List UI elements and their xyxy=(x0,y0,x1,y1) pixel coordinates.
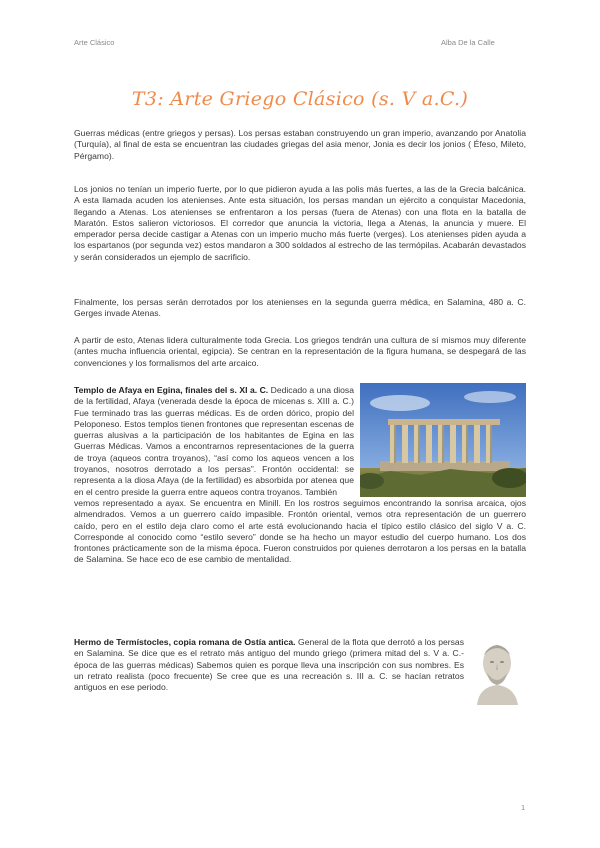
paragraph-atenas-cultura: A partir de esto, Atenas lidera culturalmente toda Grecia. Los griegos tendrán una cultura de sí mismos muy diferente (antes mucha influencia oriental, egipcia). Se centran en la representación de la figura humana, se despegará de las convenciones y los formalismos del arte arcaico. xyxy=(74,335,526,368)
paragraph-guerras-medicas: Guerras médicas (entre griegos y persas). Los persas estaban construyendo un gran imperio, avanzando por Anatolia (Turquía), al final de esta se encuentran las ciudades griegas del asia menor, Jonia es decir los jonios ( Éfeso, Mileto, Pérgamo). xyxy=(74,128,526,161)
temple-heading: Templo de Afaya en Egina, finales del s. XI a. C. xyxy=(74,385,269,395)
temple-photo xyxy=(360,383,526,497)
hermo-paragraph xyxy=(74,637,464,693)
temple-text: Dedicado a una diosa de la fertilidad, Afaya (venerada desde la época de micenas s. XIII a. C.) Fue terminado tras las guerras médicas. Es de orden dórico, propio del Peloponeso. Estos templos tienen frontones que representan escenas de guerras alusivas a la participación de los habitantes de Egina en las Guerras Médicas. Vamos a encontrarnos representaciones de la guerra de troya (aqueos contra troyanos), “así como los aqueos vencen a los troyanos, nosotros derrotado a los persas”. Frontón occidental: se representa a la diosa Afaya (de la fertilidad) es absorbida por atenea que en el centro preside la guerra entre aqueos contra troyanos. También xyxy=(74,385,354,497)
header-course: Arte Clásico xyxy=(74,38,115,47)
paragraph-jonios: Los jonios no tenían un imperio fuerte, por lo que pidieron ayuda a las polis más fuertes, a las de la Grecia balcánica. A esta llamada acuden los atenienses. Ante esta situación, los persas mandan un ejército a conquistar Macedonia, llegando a Atenas. Los atenienses se enfrentaron a los persas (fuera de Atenas) con una flota en la batalla de Maratón. Estos salieron victoriosos. El corredor que anuncia la victoria, llega a Atenas, la anuncia y muere. El emperador persa decide castigar a Atenas con un imperio mucho más fuerte (verges). Los atenienses piden ayuda a los espartanos (por segunda vez) estos mandaron a 300 soldados al estrecho de las termópilas. Acabarán devastados y serán considerados un ejemplo de sacrificio. xyxy=(74,184,526,262)
temple-paragraph xyxy=(74,385,354,498)
hermo-text: General de la flota que derrotó a los persas en Salamina. Se dice que es el retrato más antiguo del mundo griego (primera mitad del s. V a. C.- época de las guerras médicas) Sabemos quien es porque lleva una inscripción con sus nombres. Es un retrato realista (poco frecuente) Se cree que es una recreación s. III a. C. se hacían retratos antiguos en ese periodo. xyxy=(74,637,464,693)
page-title: T3: Arte Griego Clásico (s. V a.C.) xyxy=(131,88,469,110)
paragraph-salamina: Finalmente, los persas serán derrotados por los atenienses en la segunda guerra médica, en Salamina, 480 a. C. Gerges invade Atenas. xyxy=(74,297,526,319)
hermo-heading: Hermo de Termístocles, copia romana de Ostía antica. xyxy=(74,637,296,647)
header-author: Alba De la Calle xyxy=(441,38,495,47)
page-number: 1 xyxy=(521,803,526,812)
bust-photo xyxy=(469,633,526,705)
temple-paragraph-continued: vemos representado a ayax. Se encuentra en Minill. En los rostros seguimos encontrando la sonrisa arcaica, ojos almendrados. Vemos a un guerrero caído impasible. Frontón oriental, vemos otra representación de un guerrero caído, pero en el estilo deja claro como el arte está evolucionando hacia el típico estilo clásico del siglo V a. C. Corresponde al conocido como “estilo severo” donde se ha hecho un mayor estudio del cuerpo humano. Los dos frontones prácticamente son de la misma época. Fueron construidos por quienes derrotaron a los persas en la batalla de Salamina. Se hace eco de ese cambio de mentalidad. xyxy=(74,498,526,565)
